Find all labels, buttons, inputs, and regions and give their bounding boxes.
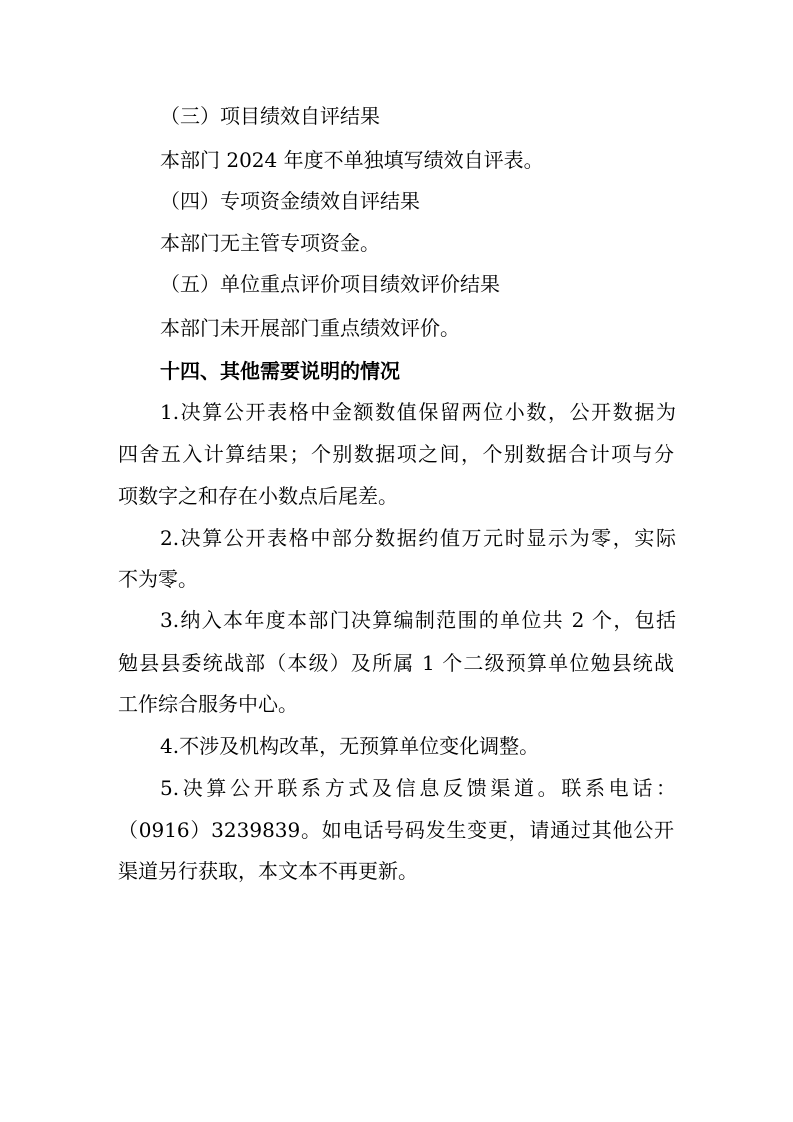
- note-5-line-3: 渠道另行获取，本文本不再更新。: [118, 859, 418, 883]
- section-3-text: 本部门 2024 年度不单独填写绩效自评表。: [160, 148, 544, 172]
- section-5-heading: （五）单位重点评价项目绩效评价结果: [160, 272, 500, 296]
- note-1-line-3: 项数字之和存在小数点后尾差。: [118, 484, 398, 508]
- note-2-line-2: 不为零。: [118, 567, 198, 591]
- note-1-line-1: 1.决算公开表格中金额数值保留两位小数，公开数据为: [160, 400, 676, 424]
- note-5-line-2: （0916）3239839。如电话号码发生变更，请通过其他公开: [118, 818, 674, 842]
- note-3-line-2: 勉县县委统战部（本级）及所属 1 个二级预算单位勉县统战: [118, 651, 674, 675]
- note-1-line-2: 四舍五入计算结果；个别数据项之间，个别数据合计项与分: [118, 442, 674, 466]
- section-5-text: 本部门未开展部门重点绩效评价。: [160, 316, 460, 340]
- note-5-line-1: 5.决算公开联系方式及信息反馈渠道。联系电话：: [160, 776, 676, 800]
- section-4-heading: （四）专项资金绩效自评结果: [160, 189, 420, 213]
- note-4-line-1: 4.不涉及机构改革，无预算单位变化调整。: [160, 734, 540, 758]
- section-3-heading: （三）项目绩效自评结果: [160, 104, 380, 128]
- note-2-line-1: 2.决算公开表格中部分数据约值万元时显示为零，实际: [160, 526, 676, 550]
- note-3-line-1: 3.纳入本年度本部门决算编制范围的单位共 2 个，包括: [160, 608, 676, 632]
- section-14-heading: 十四、其他需要说明的情况: [160, 359, 400, 383]
- section-4-text: 本部门无主管专项资金。: [160, 231, 380, 255]
- note-3-line-3: 工作综合服务中心。: [118, 692, 298, 716]
